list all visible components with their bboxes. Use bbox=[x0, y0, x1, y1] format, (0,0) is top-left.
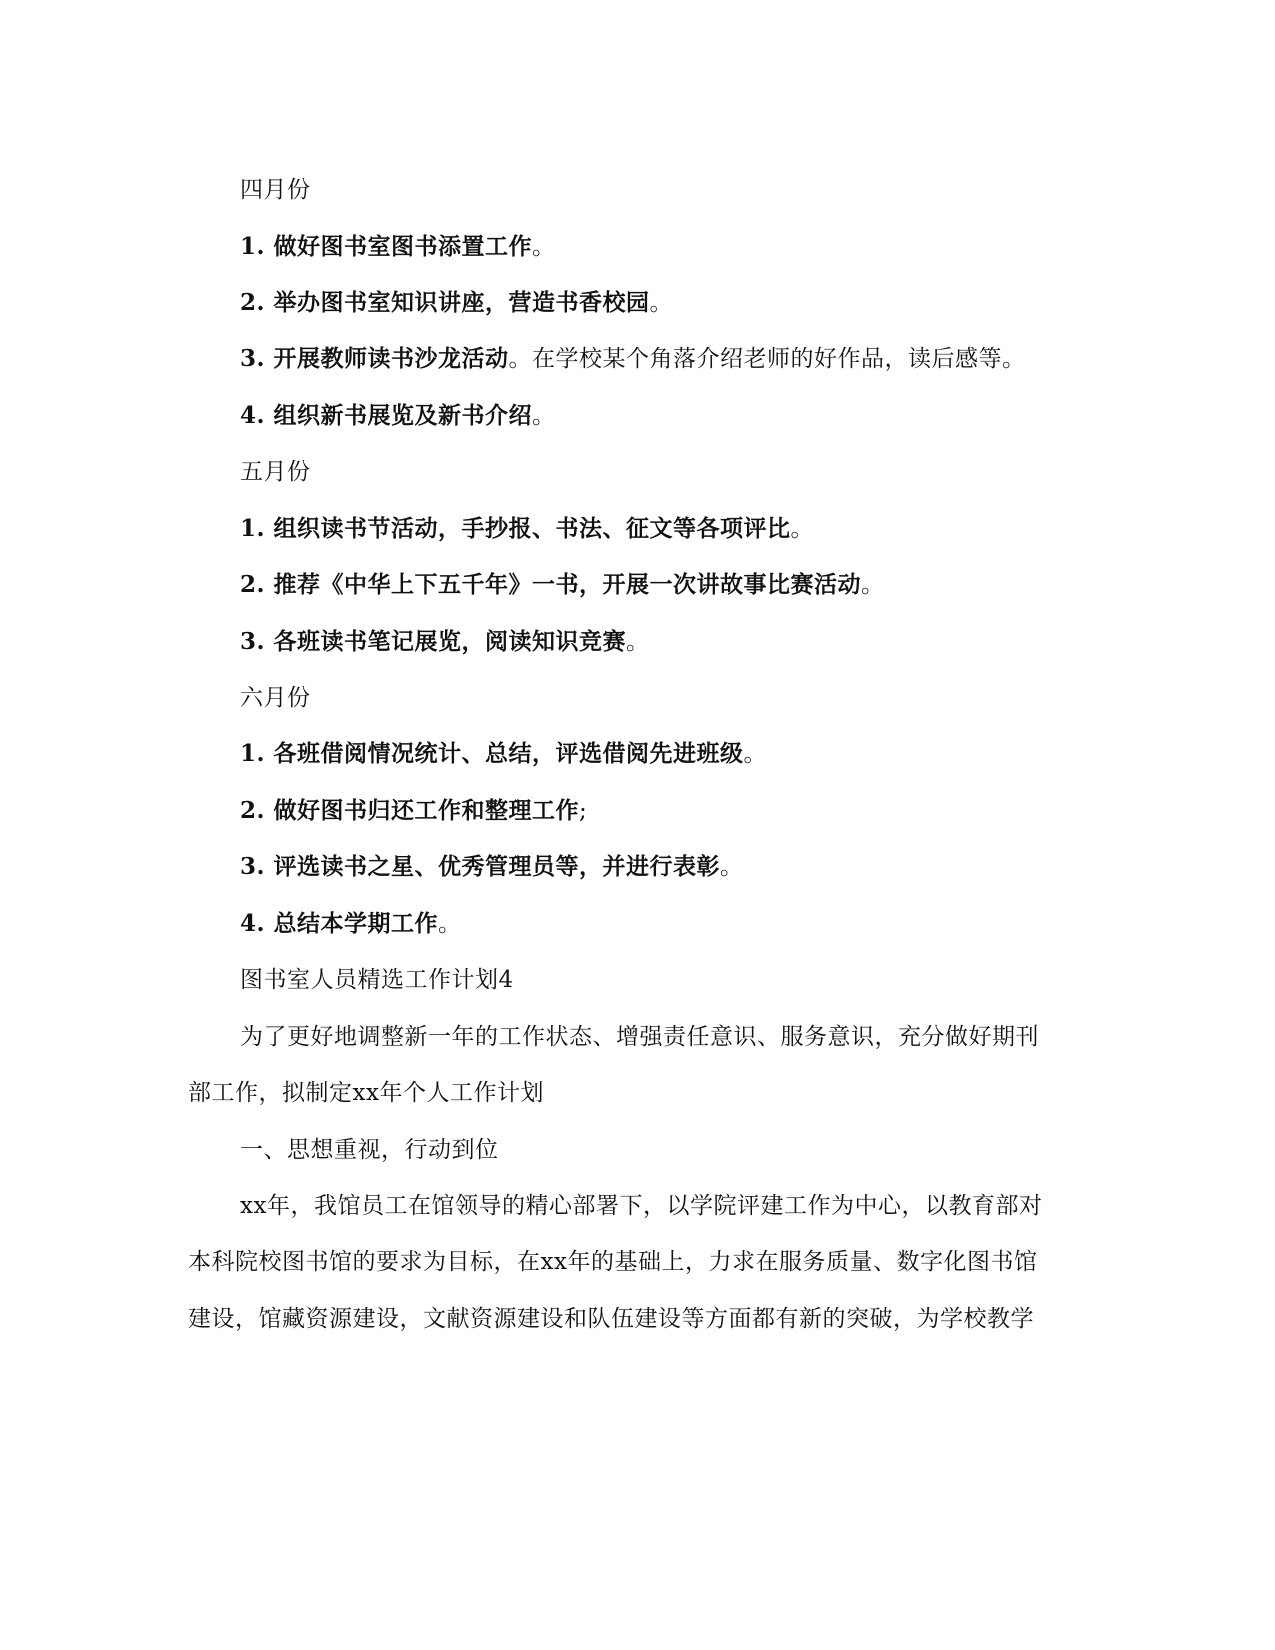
june-item-4 bbox=[240, 905, 462, 938]
april-item-4 bbox=[240, 397, 556, 430]
april-item-4-tail: 。 bbox=[532, 403, 556, 429]
may-item-3 bbox=[240, 623, 650, 656]
april-item-2-tail: 。 bbox=[649, 290, 674, 316]
april-item-2-text: 2. 举办图书室知识讲座，营造书香校园 bbox=[240, 289, 650, 316]
june-item-1 bbox=[240, 735, 767, 768]
plan4-para-line-1: xx年，我馆员工在馆领导的精心部署下，以学院评建工作为中心，以教育部对 bbox=[240, 1193, 1043, 1219]
plan4-intro-line-1: 为了更好地调整新一年的工作状态、增强责任意识、服务意识，充分做好期刊 bbox=[240, 1024, 1039, 1050]
plan4-section1-heading: 一、思想重视，行动到位 bbox=[240, 1137, 499, 1163]
june-item-3-text: 3. 评选读书之星、优秀管理员等，并进行表彰 bbox=[240, 853, 721, 880]
plan4-title: 图书室人员精选工作计划4 bbox=[240, 967, 514, 993]
plan4-para-line-2: 本科院校图书馆的要求为目标，在xx年的基础上，力求在服务质量、数字化图书馆 bbox=[188, 1249, 1038, 1275]
plan4-para-line-3: 建设，馆藏资源建设，文献资源建设和队伍建设等方面都有新的突破，为学校教学 bbox=[188, 1306, 1034, 1332]
april-item-1 bbox=[240, 228, 556, 261]
june-item-1-text: 1. 各班借阅情况统计、总结，评选借阅先进班级 bbox=[240, 740, 744, 767]
april-heading: 四月份 bbox=[240, 177, 311, 203]
may-item-3-tail: 。 bbox=[626, 629, 650, 655]
june-heading: 六月份 bbox=[240, 685, 311, 711]
june-item-1-tail: 。 bbox=[743, 741, 768, 767]
april-item-4-text: 4. 组织新书展览及新书介绍 bbox=[240, 402, 533, 429]
may-item-3-text: 3. 各班读书笔记展览，阅读知识竞赛 bbox=[240, 628, 627, 655]
june-item-3 bbox=[240, 848, 744, 881]
june-item-4-text: 4. 总结本学期工作 bbox=[240, 910, 439, 937]
june-item-2 bbox=[240, 792, 587, 825]
april-item-1-text: 1. 做好图书室图书添置工作 bbox=[240, 233, 533, 260]
april-item-3 bbox=[240, 340, 1026, 373]
june-item-3-tail: 。 bbox=[720, 854, 744, 880]
april-item-3-tail: 。在学校某个角落介绍老师的好作品，读后感等。 bbox=[508, 346, 1026, 372]
june-item-4-tail: 。 bbox=[438, 911, 462, 937]
may-item-1 bbox=[240, 510, 814, 543]
may-item-2-text: 2. 推荐《中华上下五千年》一书，开展一次讲故事比赛活动 bbox=[240, 571, 862, 598]
june-item-2-text: 2. 做好图书归还工作和整理工作 bbox=[240, 797, 580, 824]
april-item-1-tail: 。 bbox=[532, 234, 556, 260]
may-item-2-tail: 。 bbox=[861, 572, 885, 598]
june-item-2-tail: ; bbox=[579, 798, 588, 824]
plan4-intro-line-2: 部工作，拟制定xx年个人工作计划 bbox=[188, 1080, 544, 1106]
april-item-3-text: 3. 开展教师读书沙龙活动 bbox=[240, 345, 509, 372]
may-heading: 五月份 bbox=[240, 459, 311, 485]
april-item-2 bbox=[240, 284, 673, 317]
may-item-1-text: 1. 组织读书节活动，手抄报、书法、征文等各项评比 bbox=[240, 515, 791, 542]
may-item-2 bbox=[240, 566, 885, 599]
may-item-1-tail: 。 bbox=[790, 516, 815, 542]
